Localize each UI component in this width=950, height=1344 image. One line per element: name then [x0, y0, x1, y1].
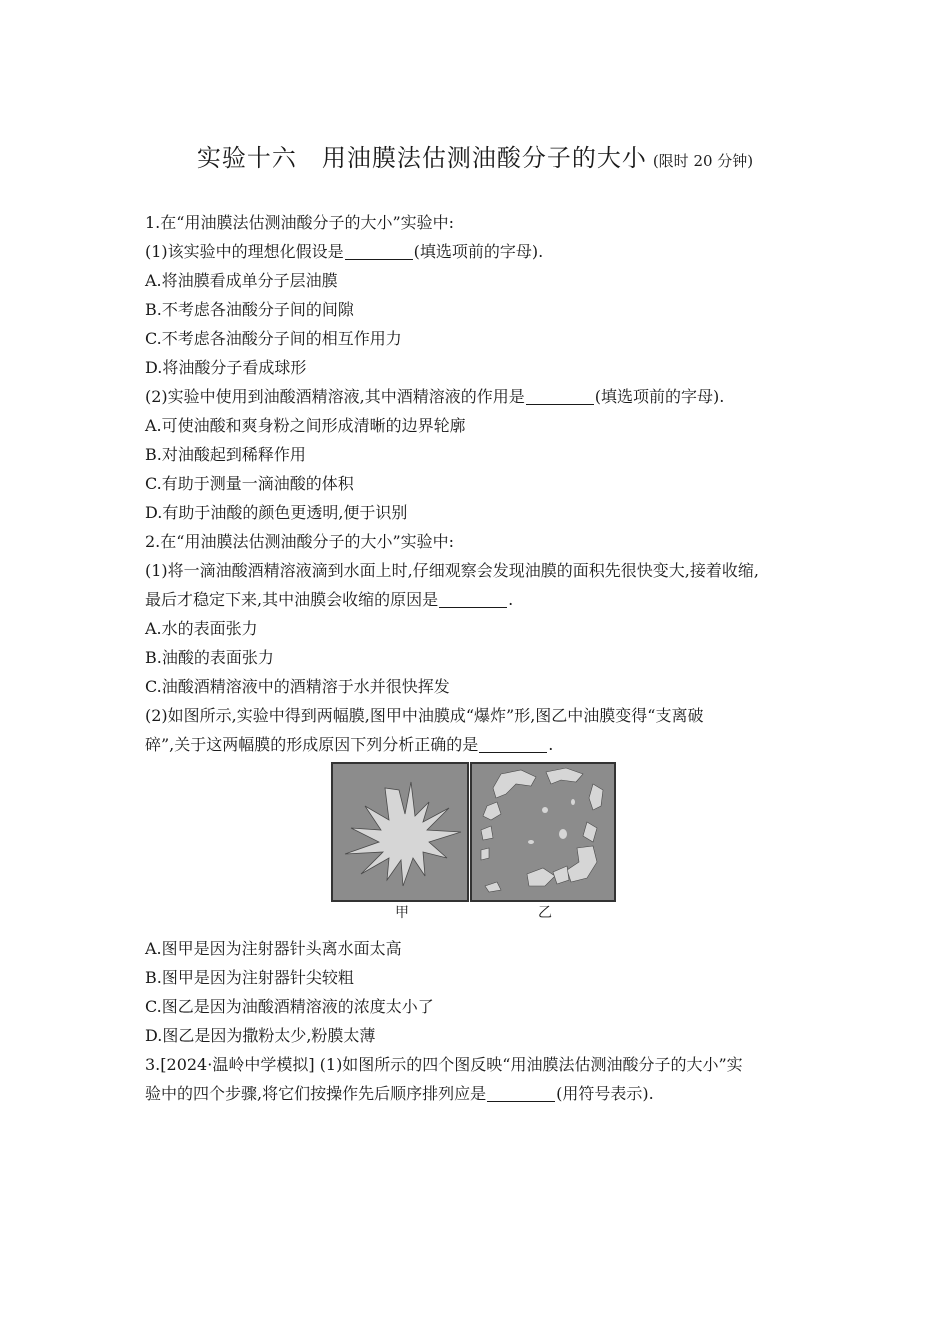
- q3-line1: 3.[2024·温岭中学模拟] (1)如图所示的四个图反映“用油膜法估测油酸分子的大小”实: [145, 1055, 743, 1074]
- oil-film-images: [331, 762, 617, 904]
- option-item: B.不考虑各油酸分子间的间隙: [145, 300, 354, 319]
- q1-part2: (2)实验中使用到油酸酒精溶液,其中酒精溶液的作用是 (填选项前的字母).: [145, 387, 725, 406]
- option-item: A.水的表面张力: [145, 619, 258, 638]
- option-item: B.油酸的表面张力: [145, 648, 274, 667]
- panel-yi-fragmented: [471, 763, 615, 901]
- option-item: C.有助于测量一滴油酸的体积: [145, 474, 354, 493]
- q2-stem: 2.在“用油膜法估测油酸分子的大小”实验中:: [145, 532, 455, 551]
- option-item: B.对油酸起到稀释作用: [145, 445, 306, 464]
- answer-blank[interactable]: [439, 589, 507, 608]
- title-time-limit: (限时 20 分钟): [652, 152, 754, 170]
- q2-part1-line2: 最后才稳定下来,其中油膜会收缩的原因是 .: [145, 590, 514, 609]
- option-item: A.图甲是因为注射器针头离水面太高: [145, 939, 402, 958]
- option-item: D.有助于油酸的颜色更透明,便于识别: [145, 503, 408, 522]
- fragment-oil-film: [571, 799, 575, 805]
- option-item: A.可使油酸和爽身粉之间形成清晰的边界轮廓: [145, 416, 466, 435]
- option-item: D.图乙是因为撒粉太少,粉膜太薄: [145, 1026, 376, 1045]
- option-item: C.不考虑各油酸分子间的相互作用力: [145, 329, 402, 348]
- figure-label-jia: 甲: [395, 905, 409, 921]
- option-item: D.将油酸分子看成球形: [145, 358, 307, 377]
- question-list: [145, 208, 815, 1108]
- figure-label-yi: 乙: [538, 905, 552, 921]
- title-main: 实验十六 用油膜法估测油酸分子的大小: [196, 144, 647, 172]
- fragment-oil-film: [542, 807, 548, 813]
- q3-line2: 验中的四个步骤,将它们按操作先后顺序排列应是 (用符号表示).: [145, 1084, 654, 1103]
- q1-stem: 1.在“用油膜法估测油酸分子的大小”实验中:: [145, 213, 455, 232]
- option-item: A.将油膜看成单分子层油膜: [145, 271, 338, 290]
- q1-part1: (1)该实验中的理想化假设是 (填选项前的字母).: [145, 242, 544, 261]
- fragment-oil-film: [481, 848, 489, 860]
- q2-part2-line2: 碎”,关于这两幅膜的形成原因下列分析正确的是 .: [145, 735, 554, 754]
- answer-blank[interactable]: [479, 734, 547, 753]
- answer-blank[interactable]: [487, 1083, 555, 1102]
- answer-blank[interactable]: [345, 241, 413, 260]
- option-item: B.图甲是因为注射器针尖较粗: [145, 968, 354, 987]
- panel-jia-explosion: [332, 763, 468, 901]
- fragment-oil-film: [528, 840, 534, 844]
- answer-blank[interactable]: [526, 386, 594, 405]
- oil-film-figure: [145, 762, 815, 934]
- option-item: C.油酸酒精溶液中的酒精溶于水并很快挥发: [145, 677, 450, 696]
- q2-part1-line1: (1)将一滴油酸酒精溶液滴到水面上时,仔细观察会发现油膜的面积先很快变大,接着收缩,: [145, 561, 759, 580]
- page-title: [0, 138, 950, 173]
- fragment-oil-film: [559, 829, 567, 839]
- q2-part2-line1: (2)如图所示,实验中得到两幅膜,图甲中油膜成“爆炸”形,图乙中油膜变得“支离破: [145, 706, 704, 725]
- option-item: C.图乙是因为油酸酒精溶液的浓度太小了: [145, 997, 434, 1016]
